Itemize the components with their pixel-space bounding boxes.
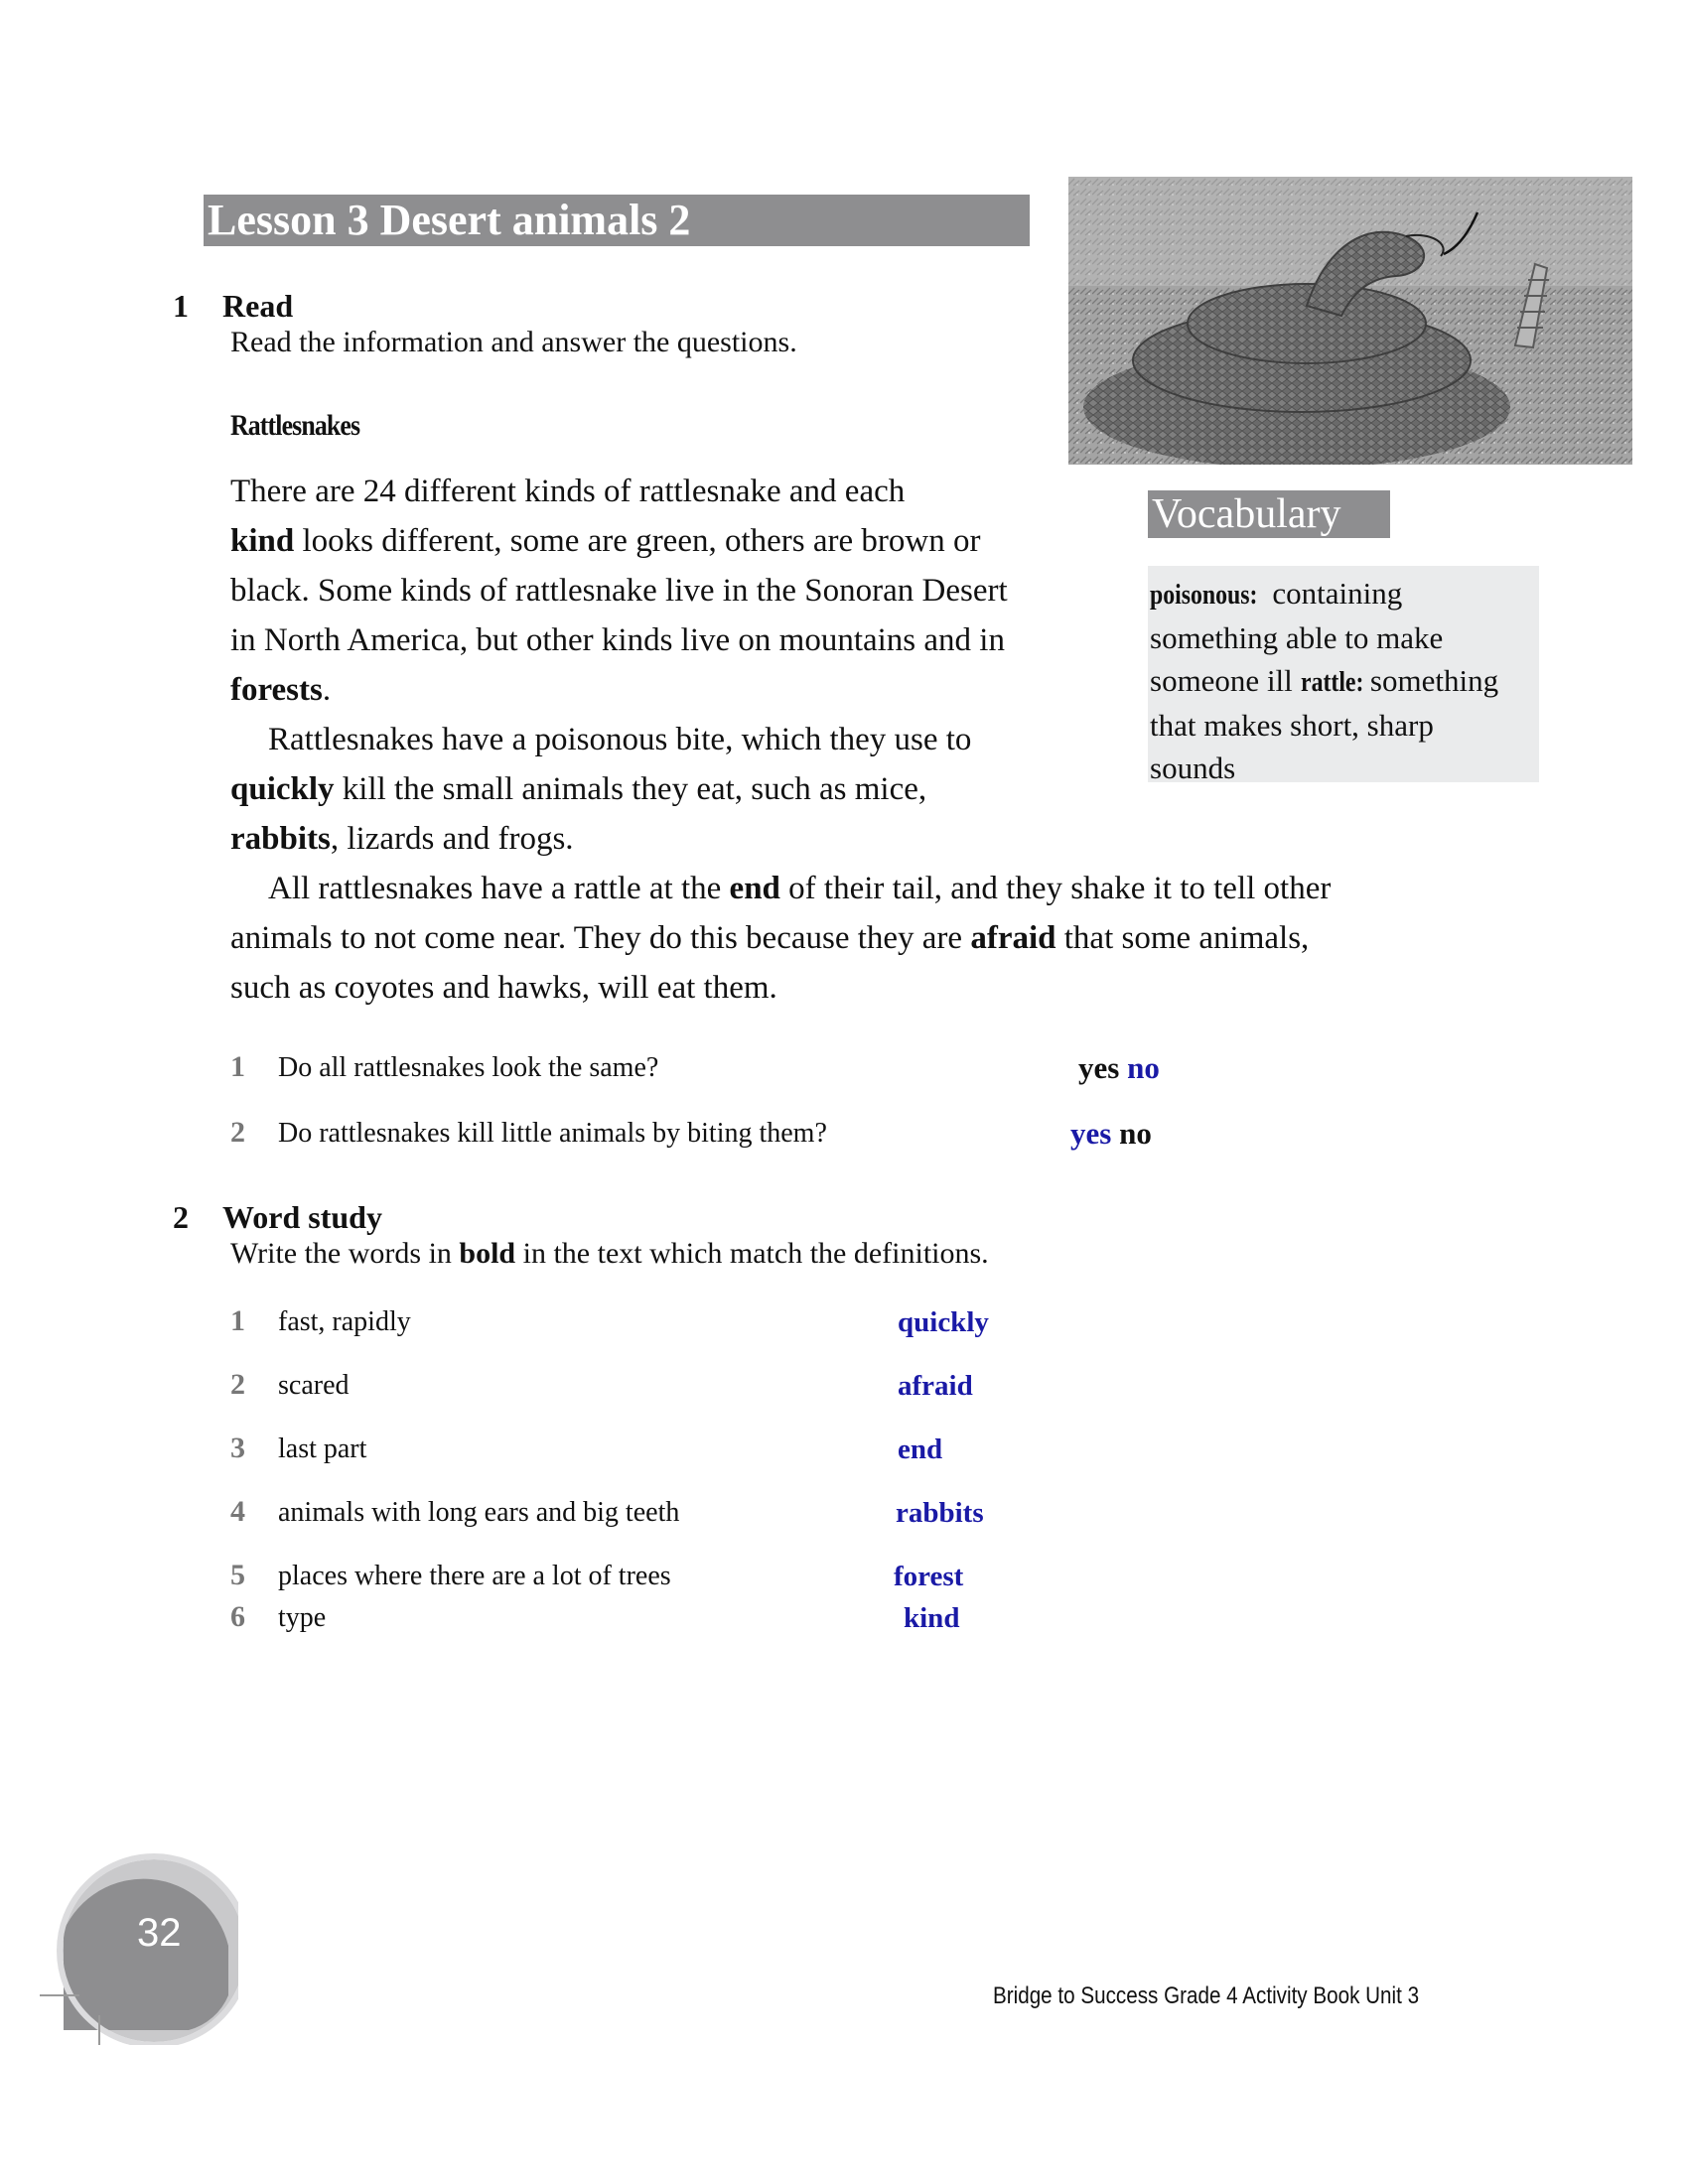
item-definition: scared [278,1370,350,1401]
item-number: 1 [230,1304,245,1337]
yes-no-choice[interactable] [1070,1116,1152,1152]
section-1-number: 1 [173,288,189,324]
reading-line: in North America, but other kinds live on mountains and in [230,622,1005,658]
item-definition: animals with long ears and big teeth [278,1497,680,1528]
section-2-instruction: Write the words in bold in the text which match the definitions. [230,1237,989,1270]
page-number: 32 [137,1911,182,1955]
section-1-instruction: Read the information and answer the questions. [230,326,797,358]
choice-yes: yes [1078,1050,1120,1085]
bold-word: rabbits [230,821,331,857]
reading-line: such as coyotes and hawks, will eat them. [230,970,777,1006]
reading-line: forests. [230,672,332,708]
section-1-title: Read [222,288,294,324]
item-number: 3 [230,1432,245,1464]
item-definition: places where there are a lot of trees [278,1561,671,1591]
item-answer[interactable]: afraid [898,1370,973,1402]
item-definition: type [278,1602,327,1633]
choice-no: no [1119,1116,1152,1151]
question-number: 1 [230,1050,245,1083]
bold-word: afraid [970,920,1056,956]
yes-no-choice[interactable] [1078,1050,1160,1086]
choice-no: no [1127,1050,1160,1085]
reading-line: rabbits, lizards and frogs. [230,821,574,857]
rattlesnake-photo [1068,177,1632,465]
question-text: Do all rattlesnakes look the same? [278,1052,659,1083]
reading-line: All rattlesnakes have a rattle at the end of their tail, and they shake it to tell other [268,871,1332,906]
bold-word: kind [230,523,295,559]
bold-word: quickly [230,771,335,807]
reading-line: There are 24 different kinds of rattlesnake and each [230,474,906,509]
bold-word: forests [230,672,323,708]
book-footer: Bridge to Success Grade 4 Activity Book Unit 3 [993,1982,1420,2009]
item-definition: last part [278,1433,367,1464]
question-text: Do rattlesnakes kill little animals by biting them? [278,1118,827,1149]
section-2-title: Word study [222,1199,382,1235]
reading-line: animals to not come near. They do this because they are afraid that some animals, [230,920,1310,956]
lesson-title: Lesson 3 Desert animals 2 [204,195,1030,246]
item-answer[interactable]: kind [904,1602,960,1634]
item-answer[interactable]: quickly [898,1306,989,1338]
reading-line: quickly kill the small animals they eat, such as mice, [230,771,927,807]
section-2-number: 2 [173,1199,189,1235]
reading-line: Rattlesnakes have a poisonous bite, which they use to [268,722,972,757]
bold-word: end [729,871,780,906]
item-number: 4 [230,1495,245,1528]
choice-yes: yes [1070,1116,1112,1151]
item-number: 2 [230,1368,245,1401]
vocab-term: rattle: [1300,667,1363,698]
item-answer[interactable]: rabbits [896,1497,984,1529]
item-number: 6 [230,1600,245,1633]
item-definition: fast, rapidly [278,1306,411,1337]
question-number: 2 [230,1116,245,1149]
reading-line: black. Some kinds of rattlesnake live in the Sonoran Desert [230,573,1008,609]
item-answer[interactable]: end [898,1433,943,1465]
item-answer[interactable]: forest [894,1561,964,1592]
vocabulary-heading: Vocabulary [1148,490,1390,538]
reading-line: kind looks different, some are green, others are brown or [230,523,981,559]
item-number: 5 [230,1559,245,1591]
vocabulary-box: poisonous: containing something able to make someone ill rattle: something that makes short, sharp sounds [1148,566,1539,782]
vocab-term: poisonous: [1150,580,1258,611]
reading-subheading: Rattlesnakes [230,409,360,442]
